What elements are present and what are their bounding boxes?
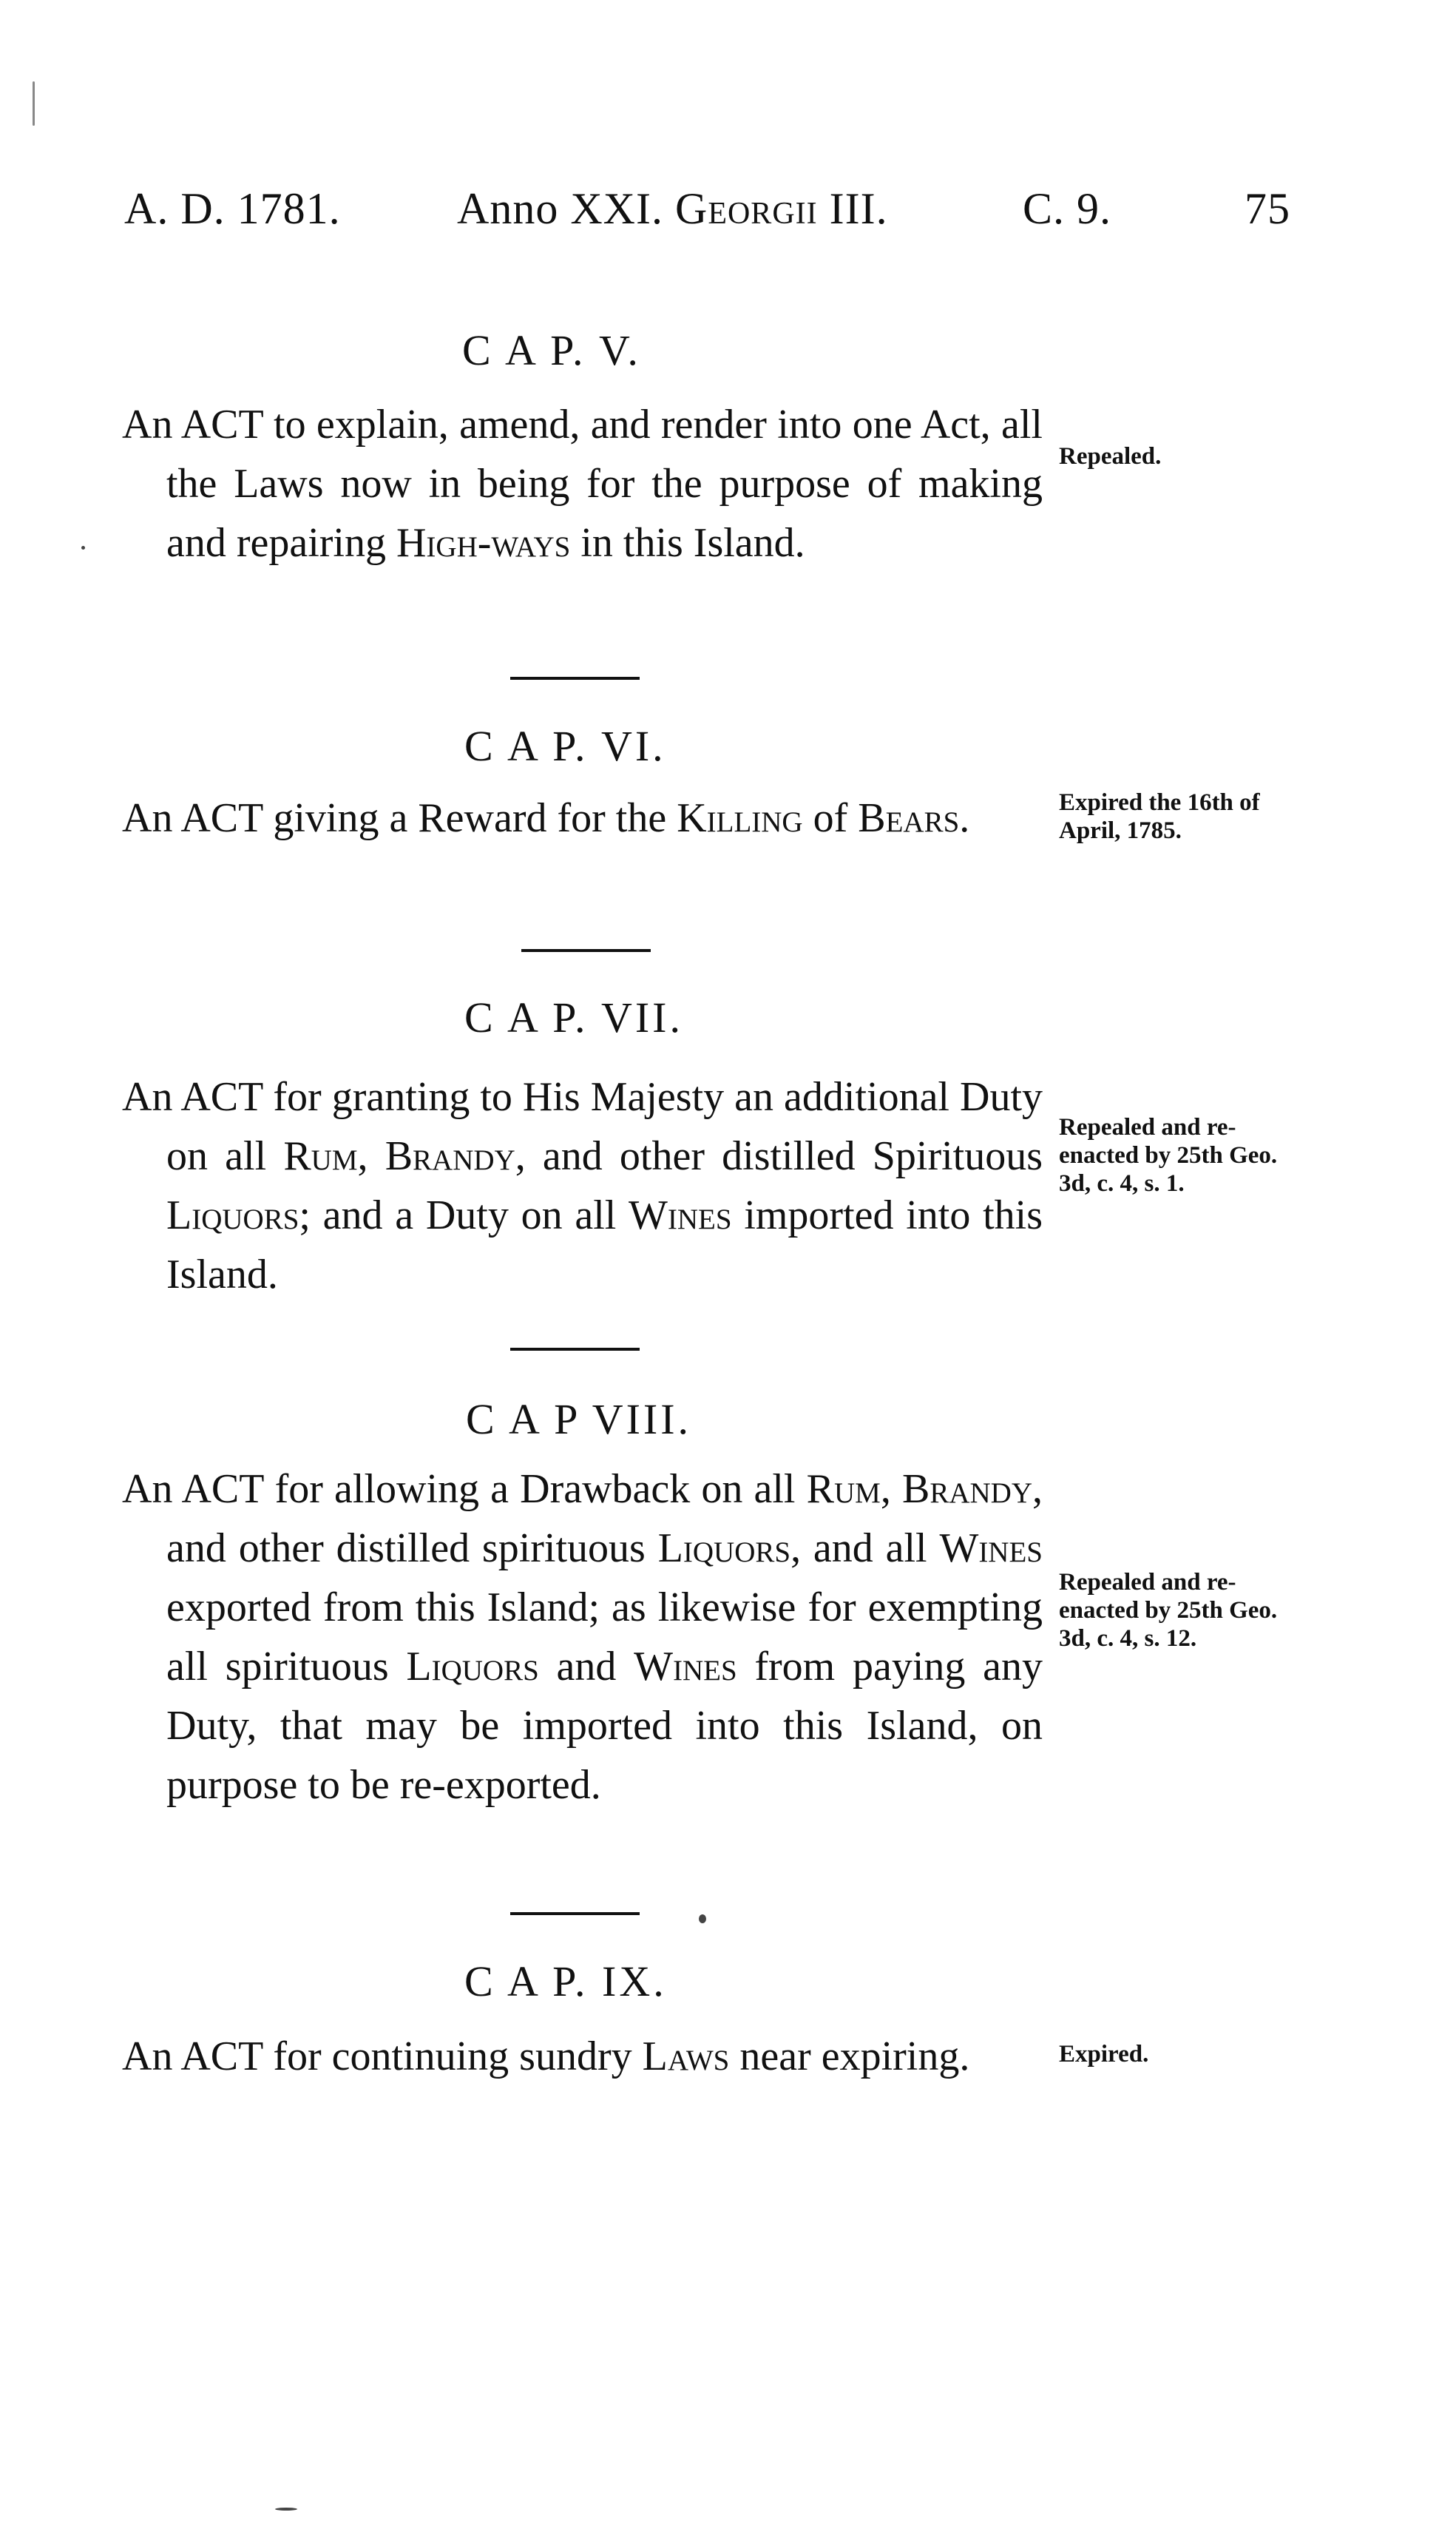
running-header (124, 183, 1307, 243)
small-caps-word: Georgii (674, 184, 818, 233)
small-caps-term: Rum (806, 1466, 881, 1512)
small-caps-term: Wines (939, 1525, 1043, 1571)
margin-note-vi: Expired the 16th of April, 1785. (1059, 789, 1260, 844)
small-caps-term: Bears (858, 795, 960, 841)
scan-speck (81, 546, 85, 550)
small-caps-term: Liquors (166, 1192, 299, 1238)
page-number: 75 (1245, 184, 1290, 233)
cap-title-viii: C A P VIII. (466, 1395, 692, 1443)
cap-title-vi: C A P. VI. (464, 722, 666, 770)
small-caps-term: Laws (642, 2033, 730, 2079)
small-caps-term: Wines (629, 1192, 732, 1238)
small-caps-term: High-ways (396, 520, 571, 566)
margin-note-v: Repealed. (1059, 443, 1162, 470)
margin-note-ix: Expired. (1059, 2041, 1149, 2068)
small-caps-term: Liquors (406, 1644, 539, 1690)
small-caps-term: Brandy (385, 1133, 515, 1179)
margin-note-vii: Repealed and re-enacted by 25th Geo. 3d, c. 4, s. 1. (1059, 1114, 1278, 1197)
act-text-vi: An ACT giving a Reward for the Killing of Bears. (122, 795, 970, 841)
section-divider (510, 677, 640, 680)
margin-note-viii: Repealed and re-enacted by 25th Geo. 3d, c. 4, s. 12. (1059, 1569, 1278, 1652)
section-divider (510, 1912, 640, 1915)
act-text-v: An ACT to explain, amend, and render into one Act, all the Laws now in being for the purpose of making and repairing High-ways in this Island. (122, 402, 1043, 566)
act-text-viii: An ACT for allowing a Drawback on all Rum, Brandy, and other distilled spirituous Liquors, and all Wines exported from this Island; as likewise for exempting all spirituous Liquors and Wines from paying any Duty, that may be imported into this Island, on purpose to be re-exported. (122, 1466, 1043, 1808)
small-caps-term: Brandy (901, 1466, 1032, 1512)
cap-title-vii: C A P. VII. (464, 993, 683, 1042)
act-text-ix: An ACT for continuing sundry Laws near expiring. (122, 2033, 970, 2079)
cap-title-ix: C A P. IX. (464, 1957, 667, 2005)
header-chapter: C. 9. (1023, 184, 1112, 233)
small-caps-term: Liquors (657, 1525, 791, 1571)
act-text-vii: An ACT for granting to His Majesty an additional Duty on all Rum, Brandy, and other distilled Spirituous Liquors; and a Duty on all Wines imported into this Island. (122, 1074, 1043, 1297)
section-divider (510, 1348, 640, 1351)
scan-speck (275, 2508, 297, 2511)
header-regnal-year: Anno XXI. Georgii III. (457, 184, 888, 233)
scan-speck (33, 81, 35, 126)
small-caps-term: Rum (283, 1133, 358, 1179)
small-caps-term: Wines (634, 1644, 737, 1690)
scan-speck (699, 1914, 706, 1923)
small-caps-term: Killing (677, 795, 803, 841)
header-year: A. D. 1781. (124, 184, 341, 233)
cap-title-v: C A P. V. (462, 326, 641, 374)
section-divider (521, 949, 651, 952)
